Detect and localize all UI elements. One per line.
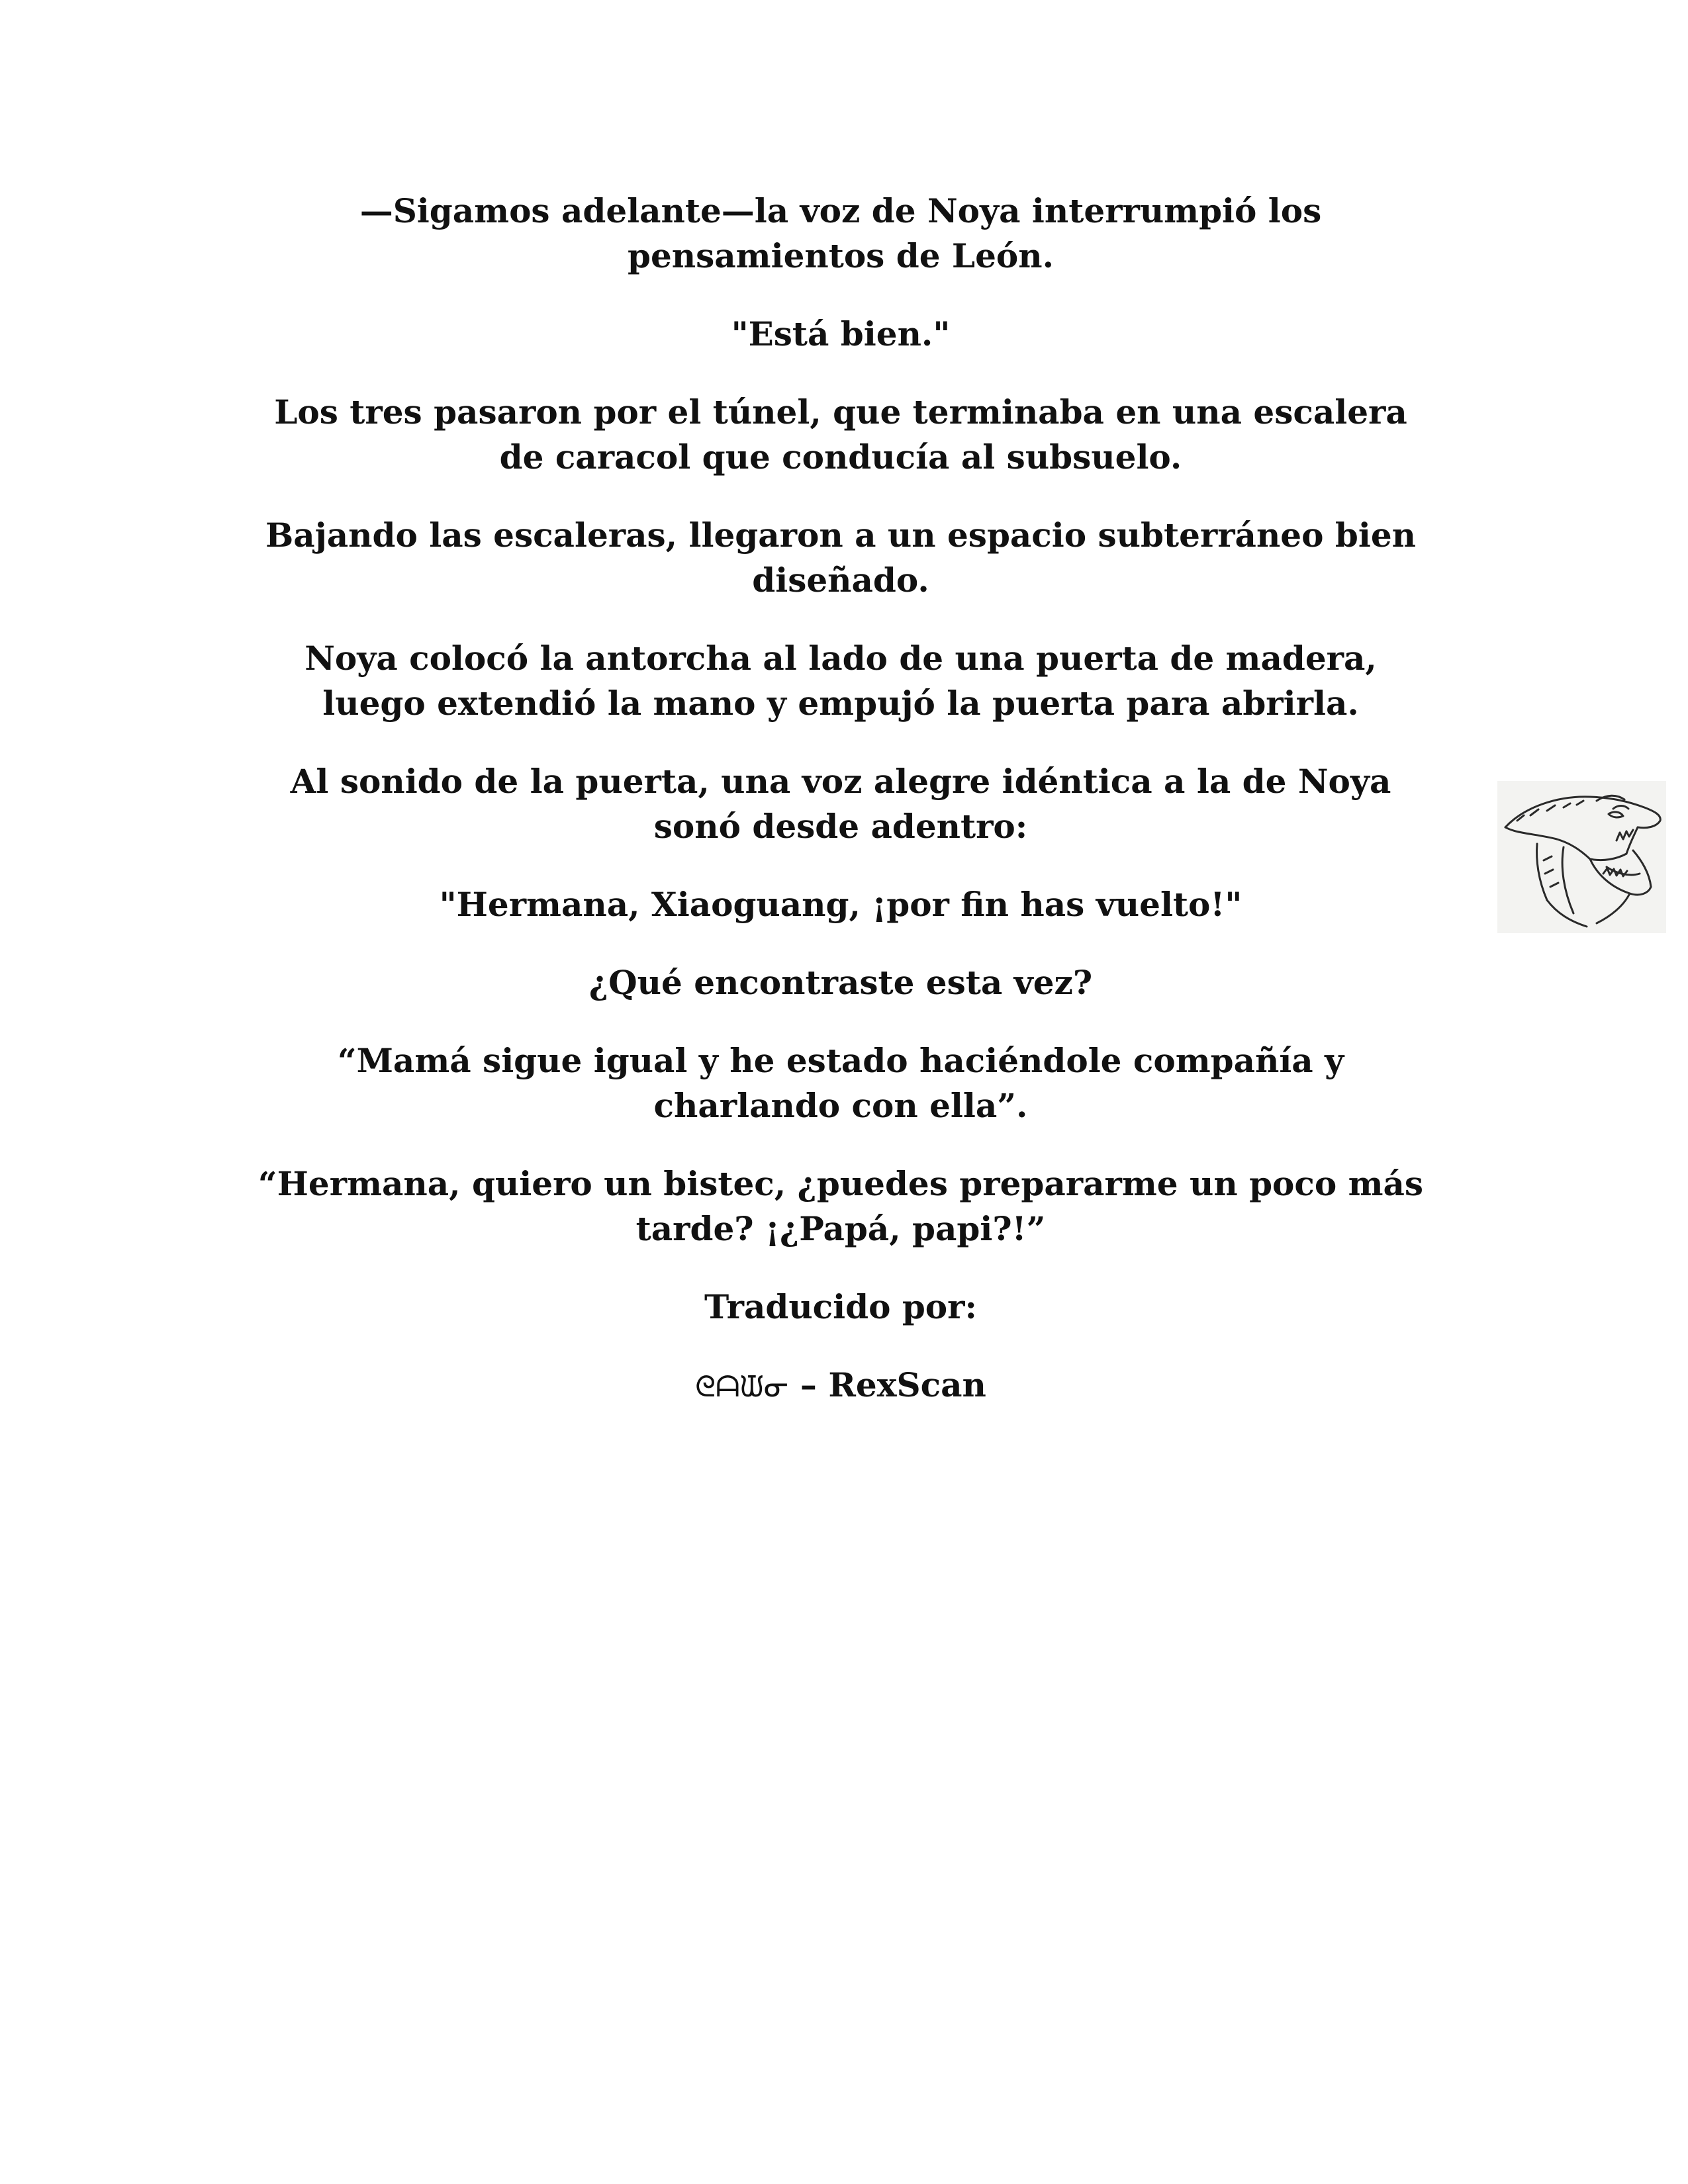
group-name: RexScan (828, 1365, 986, 1404)
paragraph-3: Los tres pasaron por el túnel, que terminaba en una escalera de caracol que conducía al subsuelo. (274, 392, 1407, 477)
paragraph-1: —Sigamos adelante—la voz de Noya interrumpió los pensamientos de León. (359, 191, 1322, 275)
dinosaur-head-sketch-icon (1497, 781, 1666, 933)
credits-heading: Traducido por: (704, 1287, 977, 1326)
paragraph-9: “Mamá sigue igual y he estado haciéndole compañía y charlando con ella”. (337, 1041, 1344, 1125)
paragraph-8: ¿Qué encontraste esta vez? (588, 963, 1093, 1002)
chapter-text (218, 189, 1463, 1443)
translator-name: ᘓᗩᙡᓂ (695, 1370, 789, 1404)
credit-line (218, 1363, 1463, 1410)
credit-separator: – (788, 1365, 829, 1404)
paragraph-10: “Hermana, quiero un bistec, ¿puedes prepararme un poco más tarde? ¡¿Papá, papi?!” (258, 1164, 1424, 1248)
paragraph-6: Al sonido de la puerta, una voz alegre idéntica a la de Noya sonó desde adentro: (290, 762, 1391, 846)
paragraph-4: Bajando las escaleras, llegaron a un espacio subterráneo bien diseñado. (265, 516, 1416, 600)
paragraph-2: "Está bien." (731, 314, 951, 353)
paragraph-5: Noya colocó la antorcha al lado de una puerta de madera, luego extendió la mano y empujó la puerta para abrirla. (305, 639, 1377, 723)
paragraph-7: "Hermana, Xiaoguang, ¡por fin has vuelto!" (439, 885, 1243, 924)
